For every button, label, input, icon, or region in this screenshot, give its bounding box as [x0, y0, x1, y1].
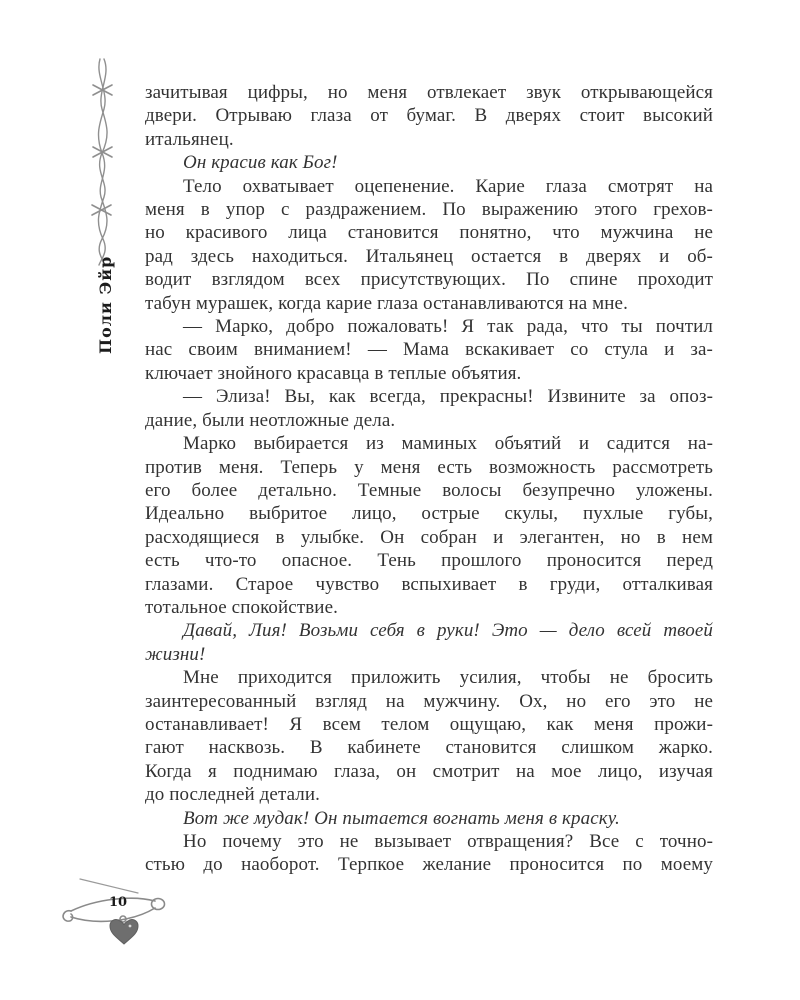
text-line: расходящиеся в улыбке. Он собран и элегантен, но в нем [145, 526, 713, 548]
pin-needle [80, 879, 138, 893]
text-line: но красивого лица становится понятно, что мужчина не [145, 222, 713, 244]
text-line: есть что-то опасное. Тень прошлого проносится перед [145, 550, 713, 572]
text-line: его более детально. Темные волосы безупречно уложены. [145, 479, 713, 501]
text-line: рад здесь находиться. Итальянец остается в дверях и об- [145, 245, 713, 267]
text-line: Вот же мудак! Он пытается вогнать меня в краску. [183, 807, 620, 829]
text-line: зачитывая цифры, но меня отвлекает звук открывающейся [145, 82, 713, 103]
text-line: жизни! [145, 643, 206, 665]
page-number: 10 [108, 895, 128, 910]
text-line: останавливает! Я всем телом ощущаю, как меня прожи- [145, 713, 713, 735]
text-line: гают насквозь. В кабинете становится слишком жарко. [145, 737, 713, 759]
text-line: заинтересованный взгляд на мужчину. Ох, но его это не [145, 690, 713, 712]
text-line: меня в упор с раздражением. По выражению этого грехов- [145, 199, 713, 221]
text-line: итальянец. [145, 128, 234, 150]
text-line: против меня. Теперь у меня есть возможность рассмотреть [145, 456, 713, 478]
text-line: Но почему это не вызывает отвращения? Все с точно- [183, 831, 713, 852]
text-line: Он красив как Бог! [183, 152, 338, 174]
text-line: Марко выбирается из маминых объятий и садится на- [183, 433, 713, 455]
safety-pin-icon [56, 866, 178, 950]
text-line: водит взглядом всех присутствующих. По спине проходит [145, 269, 713, 291]
barbed-wire-icon [84, 56, 122, 268]
text-line: Тело охватывает оцепенение. Карие глаза смотрят на [183, 175, 713, 197]
text-line: — Марко, добро пожаловать! Я так рада, что ты почтил [183, 316, 713, 338]
text-line: до последней детали. [145, 784, 320, 806]
heart-icon [110, 920, 138, 944]
heart-highlight [129, 925, 132, 928]
text-line: дание, были неотложные дела. [145, 409, 396, 431]
text-line: глазами. Старое чувство вспыхивает в груди, отталкивая [145, 573, 713, 595]
text-line: Когда я поднимаю глаза, он смотрит на мое лицо, изучая [145, 760, 713, 782]
text-line: нас своим вниманием! — Мама вскакивает со стула и за- [145, 339, 713, 361]
page-text [145, 81, 713, 877]
text-line: двери. Отрываю глаза от бумаг. В дверях стоит высокий [145, 105, 713, 127]
text-line: Давай, Лия! Возьми себя в руки! Это — дело всей твоей [183, 620, 713, 642]
text-line: — Элиза! Вы, как всегда, прекрасны! Извините за опоз- [183, 386, 713, 408]
text-line: Мне приходится приложить усилия, чтобы не бросить [183, 667, 713, 689]
text-line: ключает знойного красавца в теплые объятия. [145, 362, 522, 384]
text-line: табун мурашек, когда карие глаза останавливаются на мне. [145, 292, 628, 314]
text-line: Идеально выбритое лицо, острые скулы, пухлые губы, [145, 503, 713, 525]
author-name: Поли Эйр [96, 255, 115, 354]
text-line: тотальное спокойствие. [145, 596, 338, 618]
text-line: стью до наоборот. Терпкое желание проносится по моему [145, 854, 713, 876]
